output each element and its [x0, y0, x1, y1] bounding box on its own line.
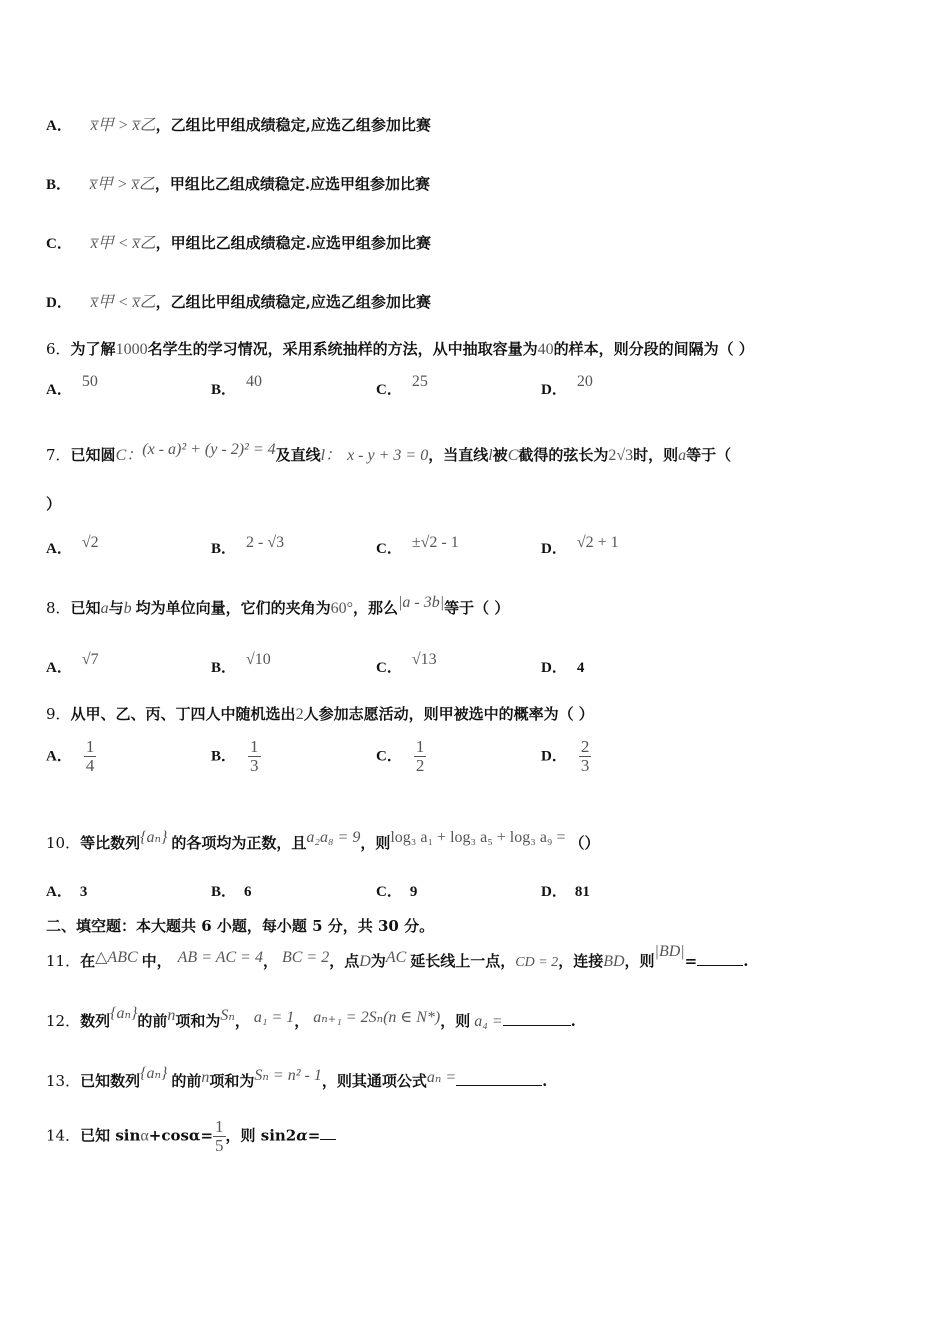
fraction [213, 1118, 226, 1155]
option-label: A． [46, 541, 72, 557]
question-text: 延长线上一点， [410, 952, 516, 970]
question-text: 中， [141, 952, 172, 970]
q5-option-b [46, 171, 910, 194]
q9-option-d [541, 738, 591, 775]
option-value: 25 [411, 373, 428, 390]
fraction [84, 738, 97, 775]
question-text: ） [46, 495, 62, 513]
denominator: 2 [415, 755, 425, 775]
math: (x - a)² + (y - 2)² = 4 [142, 441, 276, 458]
option-label: C． [376, 660, 402, 676]
q10-option-d [541, 880, 590, 901]
math: Sₙ [220, 1007, 235, 1024]
q5-option-label: D． [46, 295, 72, 311]
question-text: ，当直线 [428, 446, 489, 464]
math: AB = AC = 4 [177, 949, 263, 966]
question-text: 为了解 [70, 340, 116, 358]
q6-option-c [376, 373, 428, 399]
option-label: D． [541, 541, 567, 557]
question-number: 6． [46, 340, 71, 358]
option-label: D． [541, 748, 567, 765]
option-value: 40 [246, 373, 263, 390]
q5-option-label: A． [46, 118, 72, 134]
question-text: 项和为 [175, 1012, 221, 1030]
q6-option-a [46, 373, 98, 399]
question-text: 等于（ [686, 446, 732, 464]
q9-option-b [211, 738, 261, 775]
question-7-close [46, 493, 910, 514]
numerator: 1 [250, 737, 259, 756]
math: C： [115, 447, 143, 464]
math: 40 [537, 341, 554, 358]
option-label: D． [541, 884, 567, 900]
question-text: 等于（ ） [444, 599, 510, 617]
numerator: 1 [415, 737, 425, 756]
q10-option-c [376, 880, 417, 901]
question-text: +cosα= [148, 1126, 214, 1145]
question-text: . [542, 1072, 548, 1090]
q7-option-a [46, 534, 99, 558]
question-text: 项和为 [209, 1072, 255, 1090]
math: α [296, 1126, 308, 1145]
fraction [579, 738, 592, 775]
answer-blank[interactable] [503, 1011, 571, 1026]
math: n [167, 1007, 176, 1024]
q6-option-d [541, 373, 593, 399]
question-number: 10． [46, 834, 81, 852]
question-text: 截得的弦长为 [518, 446, 609, 464]
math: a₂a₈ = 9 [306, 829, 361, 846]
option-value: 50 [81, 373, 98, 390]
option-value: 6 [244, 884, 252, 900]
option-label: B． [211, 382, 237, 398]
q5-option-label: B． [46, 177, 72, 193]
question-text: 在 [80, 952, 96, 970]
option-label: A． [46, 382, 72, 398]
q5-option-d [46, 289, 910, 312]
math: l： [320, 447, 342, 464]
question-text: 已知数列 [80, 1072, 141, 1090]
question-text: 等比数列 [80, 834, 141, 852]
math: 60° [330, 600, 353, 617]
math: a [678, 447, 687, 464]
option-value: ±√2 - 1 [411, 534, 459, 551]
denominator: 3 [580, 755, 590, 775]
question-text: . [570, 1012, 576, 1030]
math: x - y + 3 = 0 [347, 447, 429, 464]
option-value: √13 [411, 651, 437, 668]
question-text: 名学生的学习情况，采用系统抽样的方法，从中抽取容量为 [147, 340, 538, 358]
question-number: 14． [46, 1126, 81, 1145]
option-label: A． [46, 660, 72, 676]
q8-option-d [541, 656, 584, 677]
denominator: 4 [85, 755, 95, 775]
option-label: C． [376, 541, 402, 557]
question-text: = [307, 1126, 321, 1145]
question-text: ，则 [624, 952, 655, 970]
math: n [201, 1069, 210, 1086]
option-value: √10 [246, 651, 271, 668]
numerator: 1 [215, 1117, 224, 1136]
option-value: √2 [81, 534, 99, 551]
math: BC = 2 [281, 949, 330, 966]
q9-option-a [46, 738, 96, 775]
question-8 [46, 594, 910, 618]
question-9 [46, 703, 910, 724]
question-7 [46, 442, 910, 465]
option-value: √2 + 1 [576, 534, 619, 551]
option-value: 4 [576, 660, 585, 676]
question-text: 及直线 [275, 446, 321, 464]
numerator: 1 [85, 737, 95, 756]
math: {aₙ} [140, 1065, 168, 1082]
option-value: 3 [79, 884, 88, 900]
question-text: （） [569, 834, 600, 852]
option-label: D． [541, 660, 567, 676]
math: D [359, 953, 371, 970]
option-label: C． [376, 748, 402, 765]
q7-option-d [541, 534, 619, 558]
math: a [100, 600, 109, 617]
question-number: 7． [46, 446, 71, 464]
question-6 [46, 338, 910, 359]
option-label: D． [541, 382, 567, 398]
math: △ABC [95, 949, 138, 966]
fraction [414, 738, 427, 775]
numerator: 2 [580, 737, 590, 756]
question-text: 已知 [70, 599, 101, 617]
option-label: C． [376, 884, 402, 900]
q5-option-text: ，乙组比甲组成绩稳定,应选乙组参加比赛 [155, 293, 431, 311]
question-text: ，则 [440, 1012, 471, 1030]
question-14 [46, 1118, 910, 1155]
math: 1000 [115, 341, 148, 358]
question-number: 11． [46, 952, 81, 970]
math: 2 [295, 706, 304, 723]
q5-option-text: ，甲组比乙组成绩稳定.应选甲组参加比赛 [155, 234, 431, 252]
math: aₙ = [426, 1069, 457, 1086]
q8-option-c [376, 651, 437, 677]
math: b [123, 600, 132, 617]
question-text: 的各项均为正数，且 [171, 834, 307, 852]
question-text: 为 [370, 952, 386, 970]
option-value: 20 [576, 373, 593, 390]
math: a₁ = 1 [253, 1009, 295, 1026]
option-value: 81 [574, 884, 590, 900]
math: |BD| [654, 943, 685, 960]
question-text: ，则 sin2 [225, 1126, 297, 1145]
math: AC [385, 949, 407, 966]
math: log₃ a₁ + log₃ a₅ + log₃ a₉ = [390, 829, 566, 846]
question-number: 8． [46, 599, 71, 617]
question-text: ，则 [360, 834, 391, 852]
option-label: C． [376, 382, 402, 398]
q10-option-a [46, 880, 87, 901]
q5-option-text: ，甲组比乙组成绩稳定.应选甲组参加比赛 [154, 175, 431, 193]
question-text: 的前 [137, 1012, 168, 1030]
math: C [507, 447, 519, 464]
math: l [488, 447, 493, 464]
q5-option-label: C． [46, 236, 72, 252]
math: CD = 2 [515, 955, 559, 970]
option-label: A． [46, 748, 72, 765]
question-text: 被 [492, 446, 508, 464]
denominator: 3 [250, 755, 259, 775]
math: Sₙ = n² - 1 [254, 1067, 322, 1084]
math: {aₙ} [110, 1005, 138, 1022]
q5-option-math: x̅甲 < x̅乙 [90, 235, 156, 252]
question-text: 已知 sin [80, 1126, 141, 1145]
question-11 [46, 943, 910, 971]
math: {aₙ} [140, 829, 168, 846]
question-text: 已知圆 [70, 446, 116, 464]
question-text: 从甲、乙、丙、丁四人中随机选出 [70, 705, 296, 723]
math: a₄ = [474, 1013, 503, 1030]
question-text: 与 [108, 599, 124, 617]
q8-option-b [211, 651, 271, 677]
answer-blank[interactable] [320, 1125, 336, 1140]
question-text: 的前 [171, 1072, 202, 1090]
math: |a - 3b| [398, 594, 445, 611]
question-text: ，连接 [558, 952, 604, 970]
question-text: 的样本，则分段的间隔为（ ） [553, 340, 754, 358]
option-label: A． [46, 884, 72, 900]
option-label: B． [211, 884, 237, 900]
q7-option-c [376, 534, 459, 558]
option-label: B． [211, 541, 237, 557]
question-number: 9． [46, 705, 71, 723]
question-text: 数列 [80, 1012, 111, 1030]
option-value: 9 [409, 884, 418, 900]
section-heading: 二、填空题：本大题共 6 小题，每小题 5 分，共 30 分。 [46, 917, 435, 935]
math: 2√3 [608, 447, 634, 464]
q5-option-math: x̅甲 < x̅乙 [90, 294, 156, 311]
question-text: ，点 [329, 952, 360, 970]
question-12 [46, 1005, 910, 1031]
denominator: 5 [215, 1135, 224, 1155]
question-text: ， [234, 1012, 250, 1030]
q5-option-a [46, 112, 910, 135]
question-13 [46, 1065, 910, 1091]
question-text: ， [262, 952, 278, 970]
q8-option-a [46, 651, 99, 677]
q7-option-b [211, 534, 285, 558]
question-text: 时，则 [633, 446, 679, 464]
question-text: . [743, 952, 749, 970]
q5-option-text: ，乙组比甲组成绩稳定,应选乙组参加比赛 [155, 116, 431, 134]
question-number: 13． [46, 1072, 81, 1090]
option-label: B． [211, 748, 237, 765]
question-10 [46, 829, 910, 853]
q9-option-c [376, 738, 426, 775]
question-text: ，则其通项公式 [321, 1072, 427, 1090]
question-text: 人参加志愿活动，则甲被选中的概率为（ ） [303, 705, 594, 723]
option-value: √7 [81, 651, 99, 668]
fraction [248, 738, 261, 775]
q10-option-b [211, 880, 252, 901]
math: BD [603, 953, 625, 970]
question-text: 均为单位向量，它们的夹角为 [135, 599, 331, 617]
answer-blank[interactable] [697, 951, 743, 966]
question-number: 12． [46, 1012, 81, 1030]
q5-option-math: x̅甲 > x̅乙 [90, 117, 156, 134]
question-text: = [684, 952, 698, 970]
option-value: 2 - √3 [246, 534, 285, 551]
math: aₙ₊₁ = 2Sₙ(n ∈ N*) [313, 1009, 441, 1026]
q5-option-math: x̅甲 > x̅乙 [89, 176, 155, 193]
answer-blank[interactable] [456, 1071, 542, 1086]
option-label: B． [211, 660, 237, 676]
q6-option-b [211, 373, 263, 399]
question-text: ， [294, 1012, 310, 1030]
question-text: ，那么 [353, 599, 399, 617]
math: α [140, 1127, 149, 1145]
q5-option-c [46, 230, 910, 253]
